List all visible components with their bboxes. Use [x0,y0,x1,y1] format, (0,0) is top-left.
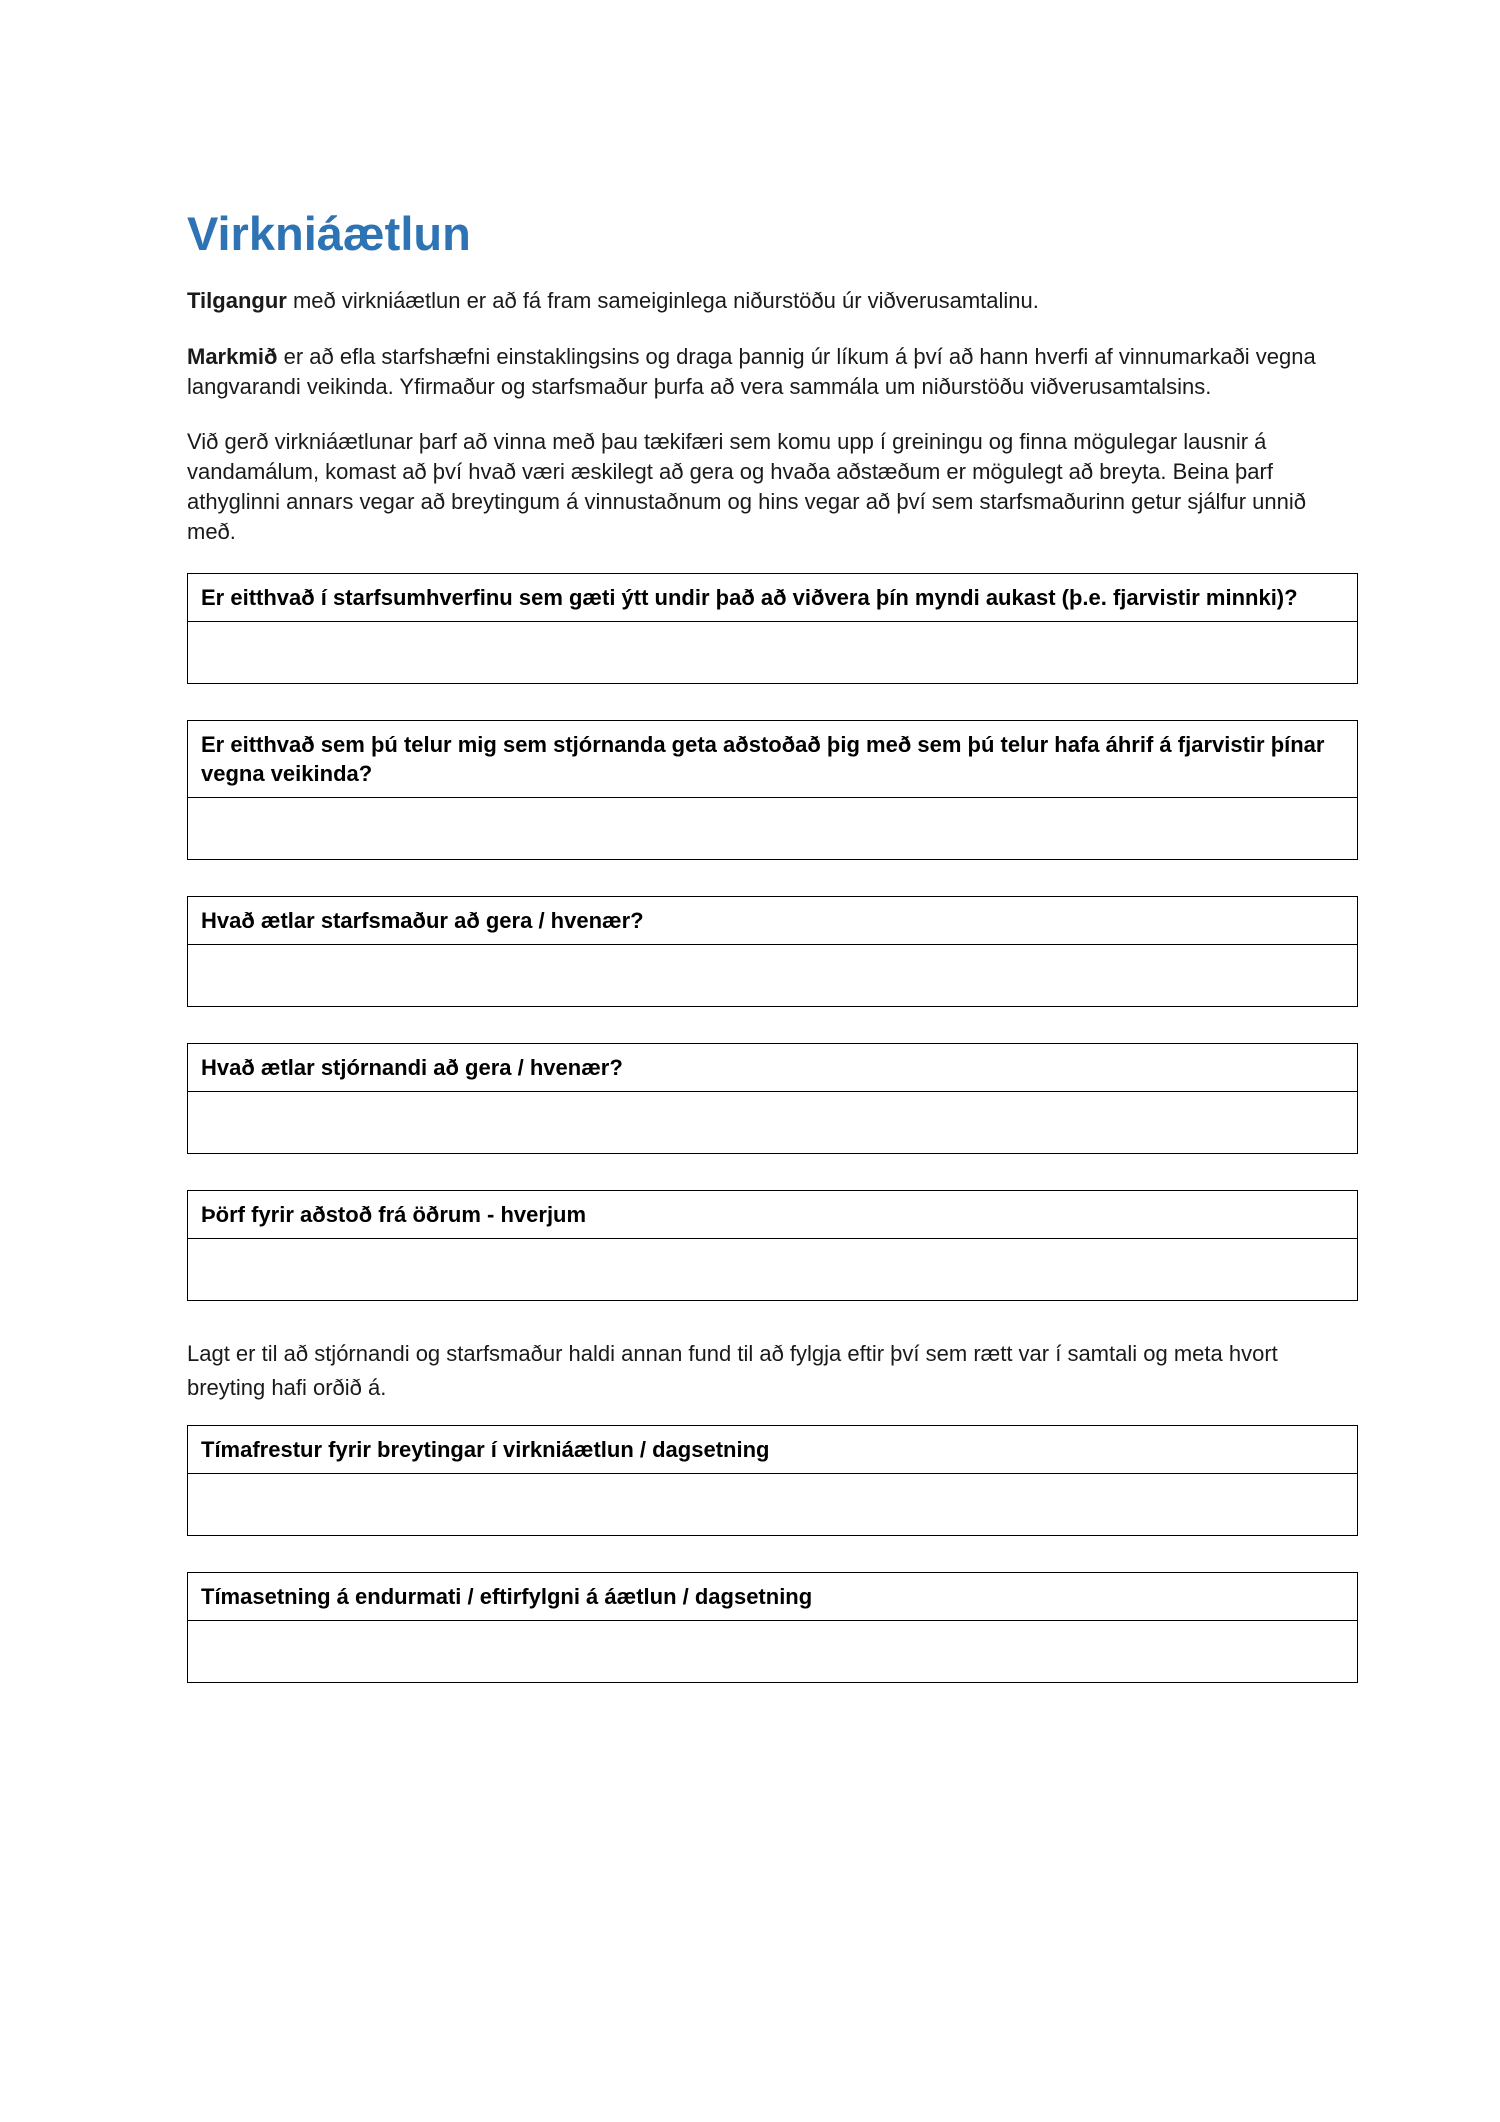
answer-field[interactable] [188,1474,1358,1536]
question-box-need-assistance [187,1190,1358,1301]
question-box-manager-actions [187,1043,1358,1154]
paragraph-text: er að efla starfshæfni einstaklingsins og draga þannig úr líkum á því að hann hverfi af vinnumarkaði vegna langvarandi veikinda. Yfirmaður og starfsmaður þurfa að vera sammála um niðurstöðu viðverusamtalsins. [187,343,1316,399]
question-label: Er eitthvað sem þú telur mig sem stjórnanda geta aðstoðað þig með sem þú telur hafa áhrif á fjarvistir þínar vegna veikinda? [188,721,1358,798]
question-label: Tímasetning á endurmati / eftirfylgni á áætlun / dagsetning [188,1573,1358,1621]
question-label: Tímafrestur fyrir breytingar í virkniáætlun / dagsetning [188,1426,1358,1474]
paragraph-lead: Tilgangur [187,287,287,313]
question-box-work-environment [187,573,1358,684]
answer-field[interactable] [188,1239,1358,1301]
answer-field[interactable] [188,1092,1358,1154]
question-box-employee-actions [187,896,1358,1007]
question-box-deadline [187,1425,1358,1536]
answer-field[interactable] [188,622,1358,684]
answer-field[interactable] [188,945,1358,1007]
page-title: Virkniáætlun [187,207,471,260]
question-box-review-timing [187,1572,1358,1683]
followup-note: Lagt er til að stjórnandi og starfsmaður haldi annan fund til að fylgja eftir því sem rætt var í samtali og meta hvort breyting hafi orðið á. [187,1341,1278,1401]
answer-field[interactable] [188,1621,1358,1683]
intro-paragraph-method [187,427,1358,547]
question-label: Hvað ætlar starfsmaður að gera / hvenær? [188,897,1358,945]
paragraph-lead: Markmið [187,343,278,369]
paragraph-text: með virkniáætlun er að fá fram sameiginlega niðurstöðu úr viðverusamtalinu. [286,287,1039,313]
question-label: Er eitthvað í starfsumhverfinu sem gæti ýtt undir það að viðvera þín myndi aukast (þ.e. fjarvistir minnki)? [188,574,1358,622]
question-label: Þörf fyrir aðstoð frá öðrum - hverjum [188,1191,1358,1239]
intro-paragraph-purpose [187,286,1358,316]
question-label: Hvað ætlar stjórnandi að gera / hvenær? [188,1044,1358,1092]
paragraph-text: Við gerð virkniáætlunar þarf að vinna með þau tækifæri sem komu upp í greiningu og finna mögulegar lausnir á vandamálum, komast að því hvað væri æskilegt að gera og hvaða aðstæðum er mögulegt að breyta. Beina þarf athyglinni annars vegar að breytingum á vinnustaðnum og hins vegar að því sem starfsmaðurinn getur sjálfur unnið með. [187,429,1306,545]
question-box-manager-assistance [187,720,1358,860]
intro-paragraph-goal [187,342,1358,402]
answer-field[interactable] [188,798,1358,860]
